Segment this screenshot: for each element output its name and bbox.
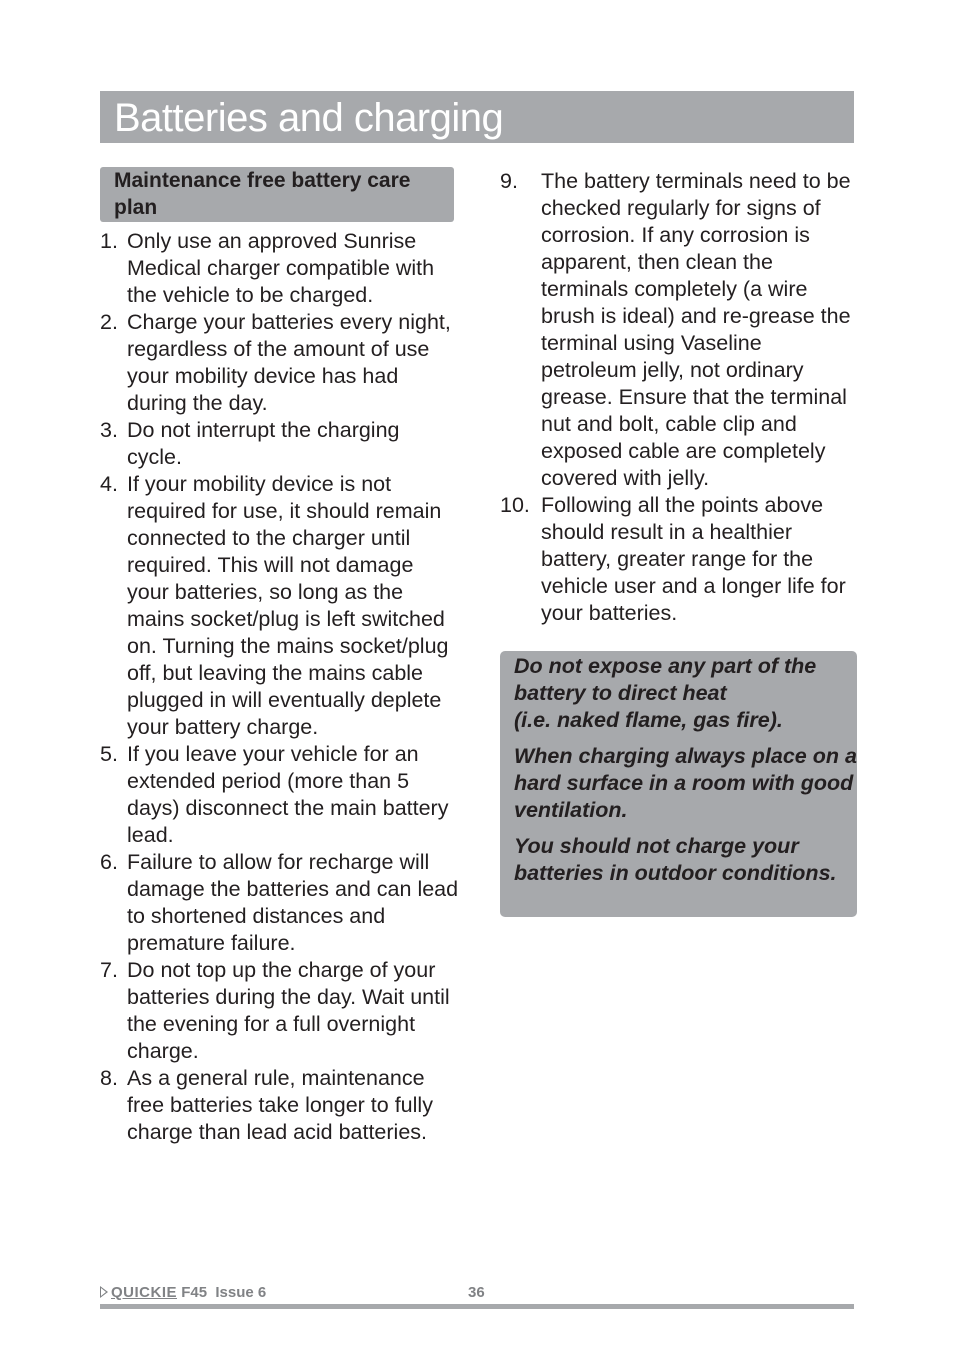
item-text: Do not top up the charge of your batteries during the day. Wait until the evening for a full overnight charge. [127,958,450,1063]
list-item [100,957,460,1065]
warning-heat: Do not expose any part of the battery to direct heat (i.e. naked flame, gas fire). [514,654,817,732]
item-number: 6. [100,850,118,874]
issue-label: Issue 6 [215,1284,267,1301]
item-number: 8. [100,1066,118,1090]
footer-divider [100,1304,854,1309]
right-steps-list [500,168,860,627]
item-text: Following all the points above should result in a healthier battery, greater range for the vehicle user and a longer life for your batteries. [541,493,846,625]
brand-logo: QUICKIE [111,1284,178,1301]
list-item [100,741,460,849]
model-name: F45 [181,1284,208,1301]
item-text: Failure to allow for recharge will damage the batteries and can lead to shortened distances and premature failure. [127,850,459,955]
item-text: If your mobility device is not required for use, it should remain connected to the charger until required. This will not damage your batteries, so long as the mains socket/plug is left switched on. Turning the mains socket/plug off, but leaving the mains cable plugged in will eventually deplete your battery charge. [127,472,449,739]
list-item [500,168,860,492]
list-item [100,228,460,309]
item-number: 10. [500,493,530,517]
brand-arrow-icon [100,1286,108,1298]
warning-box [500,651,857,917]
list-item [100,417,460,471]
item-number: 5. [100,742,118,766]
page-number: 36 [468,1284,485,1301]
item-text: Only use an approved Sunrise Medical charger compatible with the vehicle to be charged. [127,229,435,307]
item-text: Charge your batteries every night, regardless of the amount of use your mobility device has had during the day. [127,310,451,415]
page-title: Batteries and charging [114,96,504,140]
item-text: The battery terminals need to be checked regularly for signs of corrosion. If any corrosion is apparent, then clean the terminals completely (a wire brush is ideal) and re-grease the terminal using Vaseline petroleum jelly, not ordinary grease. Ensure that the terminal nut and bolt, cable clip and exposed cable are completely covered with jelly. [541,169,851,490]
warning-outdoor: You should not charge your batteries in outdoor conditions. [514,834,837,885]
item-text: As a general rule, maintenance free batteries take longer to fully charge than lead acid batteries. [127,1066,433,1144]
item-number: 4. [100,472,118,496]
section-heading-box [100,167,454,222]
list-item [100,471,460,741]
item-number: 2. [100,310,118,334]
item-text: Do not interrupt the charging cycle. [127,418,400,469]
item-text: If you leave your vehicle for an extended period (more than 5 days) disconnect the main battery lead. [127,742,449,847]
footer-label [100,1284,266,1302]
list-item [500,492,860,627]
list-item [100,309,460,417]
list-item [100,1065,460,1146]
title-bar [100,91,854,143]
warning-surface: When charging always place on a hard surface in a room with good ventilation. [514,744,857,822]
left-steps-list [100,228,460,1146]
item-number: 7. [100,958,118,982]
item-number: 3. [100,418,118,442]
section-heading: Maintenance free battery care plan [114,169,411,219]
list-item [100,849,460,957]
item-number: 1. [100,229,118,253]
item-number: 9. [500,169,518,193]
